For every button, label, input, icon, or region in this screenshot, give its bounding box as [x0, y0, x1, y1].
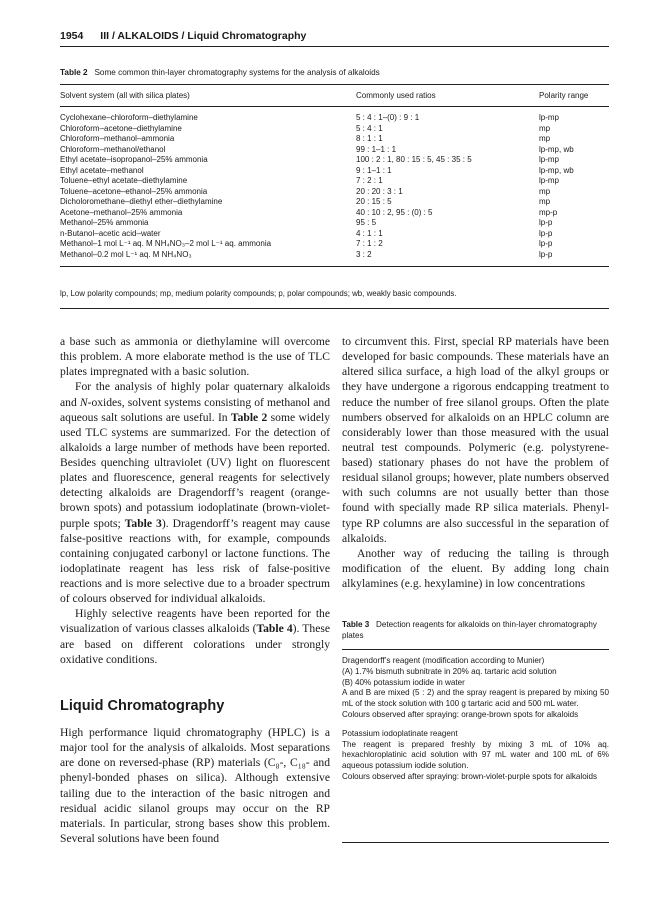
- table3-caption-text: Detection reagents for alkaloids on thin-layer chromatography plates: [342, 620, 597, 640]
- table-cell: Cyclohexane–chloroform–diethylamine: [60, 113, 198, 122]
- table-row: [60, 145, 609, 156]
- table2-header-row: [60, 91, 609, 102]
- table-cell: 5 : 4 : 1–(0) : 9 : 1: [356, 113, 420, 122]
- spacer: [342, 721, 609, 729]
- table-cell: 40 : 10 : 2, 95 : (0) : 5: [356, 207, 433, 217]
- header-rule: [60, 46, 609, 47]
- paragraph: to circumvent this. First, special RP materials have been developed for basic compounds. These materials have an altered silica surface, a high load of the alkyl groups or they have undergone a rigorous endcapping treatment to reduce the number of free silanol groups. Often the plate numbers observed for alkaloids on an HPLC column are considerably lower than those measured with the usual neutral test compounds. Polymeric (e.g. polystyrene-based) stationary phases do not have the problem of residual silanol groups; however, plate numbers observed with such columns are not usually better than those found with specially made RP silica materials. Phenyl-type RP columns are also successful in the separation of alkaloids.: [342, 335, 609, 545]
- page-number: 1954: [60, 30, 84, 42]
- table3-line: (A) 1.7% bismuth subnitrate in 20% aq. tartaric acid solution: [342, 666, 557, 676]
- table-cell: lp-mp, wb: [539, 144, 574, 154]
- table-cell: Methanol–0.2 mol L⁻¹ aq. M NH₄NO₃: [60, 249, 192, 259]
- table-row: [60, 134, 609, 145]
- table-row: [60, 208, 609, 219]
- table-row: [60, 166, 609, 177]
- table3-label: Table 3: [342, 620, 370, 629]
- table-cell: Acetone–methanol–25% ammonia: [60, 207, 183, 217]
- table-row: [60, 250, 609, 261]
- table-cell: lp-mp: [539, 155, 560, 164]
- table-cell: lp-p: [539, 218, 553, 227]
- table3-line: Colours observed after spraying: orange-brown spots for alkaloids: [342, 709, 579, 719]
- table-reference[interactable]: Table 4: [256, 622, 293, 636]
- table-cell: 4 : 1 : 1: [356, 228, 383, 238]
- table3-line: The reagent is prepared freshly by mixing 3 mL of 10% aq. hexachloroplatinic acid solution with 97 mL water and 100 mL of 6% aqueous potassium iodide solution.: [342, 739, 609, 771]
- table3-bottom-rule: [342, 842, 609, 843]
- text-run-italic: N: [79, 395, 88, 409]
- table2-header-rule: [60, 106, 609, 107]
- table3-line: Colours observed after spraying: brown-violet-purple spots for alkaloids: [342, 771, 598, 781]
- table-reference[interactable]: Table 3: [124, 516, 162, 530]
- table-cell: 95 : 5: [356, 218, 377, 227]
- table-cell: 3 : 2: [356, 249, 372, 259]
- table-cell: lp-mp: [539, 113, 560, 122]
- table-cell: n-Butanol–acetic acid–water: [60, 228, 161, 238]
- left-column-continued: [60, 725, 330, 846]
- table2-label: Table 2: [60, 68, 88, 77]
- table3-body: [342, 656, 609, 783]
- table2-header-polarity: Polarity range: [539, 91, 589, 100]
- table-row: [60, 239, 609, 250]
- table-row: [60, 176, 609, 187]
- table2-end-rule: [60, 308, 609, 309]
- table2-header-ratios: Commonly used ratios: [356, 91, 436, 100]
- table3-line: (B) 40% potassium iodide in water: [342, 677, 465, 687]
- table-cell: 20 : 15 : 5: [356, 197, 392, 206]
- table-cell: Chloroform–methanol–ammonia: [60, 134, 175, 143]
- table-row: [60, 197, 609, 208]
- table-cell: Toluene–acetone–ethanol–25% ammonia: [60, 186, 208, 196]
- table3-line: A and B are mixed (5 : 2) and the spray reagent is prepared by mixing 50 mL of the stock solution with 100 g tartaric acid and 500 mL water.: [342, 688, 609, 709]
- table-cell: mp: [539, 123, 551, 133]
- table-cell: Dicholoromethane–diethyl ether–diethylamine: [60, 197, 223, 206]
- table-cell: Toluene–ethyl acetate–diethylamine: [60, 176, 188, 185]
- table-cell: Methanol–1 mol L⁻¹ aq. M NH₄NO₃–2 mol L⁻¹ aq. ammonia: [60, 239, 272, 248]
- text-run: -oxides, solvent systems consisting of methanol and aqueous salt solutions are useful. In: [60, 395, 330, 424]
- table-reference[interactable]: Table 2: [230, 410, 268, 424]
- table-cell: 7 : 1 : 2: [356, 239, 383, 248]
- table2-bottom-rule: [60, 266, 609, 267]
- table-cell: 100 : 2 : 1, 80 : 15 : 5, 45 : 35 : 5: [356, 155, 472, 164]
- table3-caption: [342, 620, 602, 641]
- table-cell: Ethyl acetate–methanol: [60, 165, 144, 175]
- table-cell: lp-p: [539, 228, 553, 238]
- table-cell: 5 : 4 : 1: [356, 123, 383, 133]
- table-cell: 7 : 2 : 1: [356, 176, 383, 185]
- table-cell: Methanol–25% ammonia: [60, 218, 149, 227]
- table-cell: mp: [539, 186, 551, 196]
- table-cell: 99 : 1–1 : 1: [356, 144, 397, 154]
- paragraph: Another way of reducing the tailing is through modification of the eluent. By adding long chain alkylamines (e.g. hexylamine) in low concentrations: [342, 546, 609, 590]
- paragraph: [60, 606, 330, 667]
- table-row: [60, 218, 609, 229]
- running-head: [60, 30, 306, 42]
- table2-header-solvent: Solvent system (all with silica plates): [60, 91, 190, 100]
- section-heading: Liquid Chromatography: [60, 698, 225, 714]
- table-cell: 8 : 1 : 1: [356, 134, 383, 143]
- table-cell: lp-mp, wb: [539, 165, 574, 175]
- left-column: [60, 334, 330, 667]
- table-row: [60, 155, 609, 166]
- text-run: Highly selective reagents have been reported for the visualization of various classes alkaloids (: [60, 607, 330, 636]
- table2-caption: [60, 68, 380, 77]
- right-column: [342, 334, 609, 591]
- table2-top-rule: [60, 84, 609, 85]
- table3-line: Dragendorff’s reagent (modification according to Munier): [342, 656, 545, 665]
- paragraph: a base such as ammonia or diethylamine will overcome this problem. A more elaborate method is the use of TLC plates impregnated with a basic solution.: [60, 335, 330, 379]
- text-run: ). Dragendorff’s reagent may cause false-positive reactions with, for example, compounds containing conjugated carbonyl or lactone functions. The iodoplatinate reagent has less risk of false-positive reactions and is more selective due to a broader spectrum of colours observed for individual alkaloids.: [60, 516, 330, 606]
- table-cell: mp: [539, 197, 551, 206]
- table-cell: lp-p: [539, 249, 553, 259]
- table-cell: mp-p: [539, 207, 558, 217]
- running-head-title: III / ALKALOIDS / Liquid Chromatography: [100, 30, 307, 42]
- text-run: some widely used TLC systems are summarized. For the detection of alkaloids a large number of methods have been reported. Besides quenching ultraviolet (UV) light on fluorescent plates and fluorescence, general reagents for selectively detecting alkaloids are Dragendorff’s reagent (orange-brown spots) and potassium iodoplatinate (brown-violet-purple spots;: [60, 410, 330, 530]
- text-run: ). These are based on different colorations under strongly oxidative conditions.: [60, 622, 330, 666]
- paragraph: High performance liquid chromatography (HPLC) is a major tool for the analysis of alkaloids. Most separations are done on reversed-phase (RP) materials (C₈-, C₁₈- and phenyl-bonded phases on silica). Although extensive tailing due to the interaction of the basic nitrogen and residual acidic silanol groups may occur on the RP materials. In particular, strong bases show this problem. Several solutions have been found: [60, 726, 330, 845]
- table-cell: mp: [539, 134, 551, 143]
- table3-top-rule: [342, 649, 609, 650]
- table-row: [60, 124, 609, 135]
- table-cell: lp-p: [539, 239, 553, 248]
- table-cell: 20 : 20 : 3 : 1: [356, 186, 403, 196]
- table-cell: Ethyl acetate–isopropanol–25% ammonia: [60, 155, 208, 164]
- table-row: [60, 229, 609, 240]
- table-cell: Chloroform–acetone–diethylamine: [60, 123, 182, 133]
- table-cell: lp-mp: [539, 176, 560, 185]
- table-row: [60, 187, 609, 198]
- table-row: [60, 113, 609, 124]
- text-run: For the analysis of highly polar quaternary alkaloids and: [60, 380, 330, 409]
- paragraph: [60, 379, 330, 606]
- table2-footnote: lp, Low polarity compounds; mp, medium polarity compounds; p, polar compounds; wb, weakly basic compounds.: [60, 289, 457, 298]
- table2-caption-text: Some common thin-layer chromatography systems for the analysis of alkaloids: [94, 68, 380, 77]
- table-cell: Chloroform–methanol/ethanol: [60, 144, 166, 154]
- table-cell: 9 : 1–1 : 1: [356, 165, 392, 175]
- table3-line: Potassium iodoplatinate reagent: [342, 728, 458, 738]
